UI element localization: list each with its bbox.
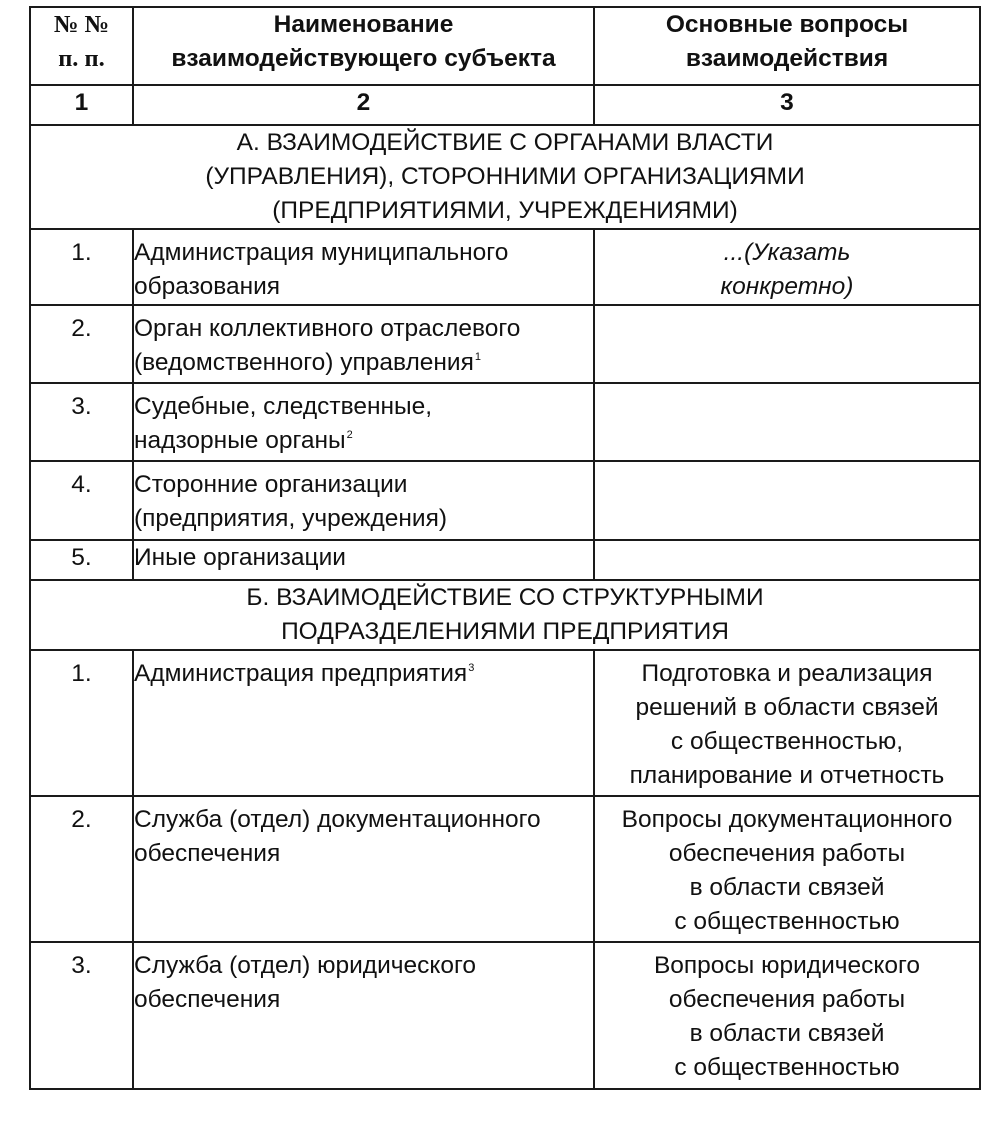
subject-name — [133, 461, 594, 540]
interaction-topics — [594, 796, 980, 942]
interaction-topics — [594, 229, 980, 305]
subject-name-line: обеспечения — [134, 840, 281, 867]
table-row — [30, 383, 980, 461]
topic-line: с общественностью — [674, 1054, 900, 1081]
section-title-line: Б. ВЗАИМОДЕЙСТВИЕ СО СТРУКТУРНЫМИ — [246, 584, 764, 611]
subject-name-line: Администрация муниципального — [134, 239, 509, 266]
subject-name — [133, 540, 594, 580]
subject-name-line — [134, 346, 593, 380]
table-row — [30, 942, 980, 1089]
topic-line: обеспечения работы — [668, 840, 906, 867]
subject-name-line — [134, 424, 593, 458]
header-col-topics-line: Основные вопросы — [665, 11, 909, 38]
row-number: 3. — [30, 942, 133, 1089]
subject-name — [133, 383, 594, 461]
header-col-topics — [594, 7, 980, 85]
interaction-topics — [594, 650, 980, 796]
topic-line: Вопросы юридического — [653, 952, 921, 979]
interaction-topics-empty — [594, 305, 980, 383]
row-number: 3. — [30, 383, 133, 461]
header-col-number-line: п. п. — [58, 45, 105, 72]
topic-line: Подготовка и реализация — [641, 660, 933, 687]
topic-line: обеспечения работы — [668, 986, 906, 1013]
table-row — [30, 305, 980, 383]
column-number: 3 — [594, 85, 980, 125]
header-col-topics-line: взаимодействия — [685, 45, 889, 72]
section-b-title — [30, 580, 980, 650]
column-number: 2 — [133, 85, 594, 125]
header-col-number — [30, 7, 133, 85]
topic-line: планирование и отчетность — [629, 762, 945, 789]
row-number: 2. — [30, 796, 133, 942]
subject-name — [133, 796, 594, 942]
header-col-name-line: взаимодействующего субъекта — [171, 45, 556, 72]
subject-name — [133, 305, 594, 383]
table-row — [30, 461, 980, 540]
interaction-topics-empty — [594, 461, 980, 540]
subject-name-text: Администрация предприятия — [134, 660, 468, 687]
section-a-title — [30, 125, 980, 229]
footnote-marker: 2 — [346, 429, 353, 441]
topic-line: конкретно) — [720, 273, 854, 300]
subject-name-line: (предприятия, учреждения) — [134, 505, 448, 532]
topic-line: с общественностью — [674, 908, 900, 935]
row-number: 4. — [30, 461, 133, 540]
section-a-heading-row — [30, 125, 980, 229]
row-number: 1. — [30, 650, 133, 796]
footnote-marker: 1 — [474, 351, 482, 363]
section-title-line: (ПРЕДПРИЯТИЯМИ, УЧРЕЖДЕНИЯМИ) — [272, 197, 738, 224]
subject-name-line: образования — [134, 273, 281, 300]
topic-line: в области связей — [689, 874, 885, 901]
table-row — [30, 650, 980, 796]
subject-name-line: Орган коллективного отраслевого — [134, 315, 521, 342]
subject-name-line — [134, 657, 593, 691]
subject-name-line: Служба (отдел) документационного — [134, 806, 541, 833]
table-row — [30, 540, 980, 580]
header-col-name-line: Наименование — [273, 11, 454, 38]
column-number: 1 — [30, 85, 133, 125]
interaction-topics — [594, 942, 980, 1089]
row-number: 2. — [30, 305, 133, 383]
header-col-name — [133, 7, 594, 85]
subject-name — [133, 650, 594, 796]
table-header-row — [30, 7, 980, 85]
topic-line: решений в области связей — [635, 694, 939, 721]
interaction-topics-empty — [594, 540, 980, 580]
interaction-table — [29, 6, 981, 1090]
subject-name — [133, 229, 594, 305]
subject-name-text: надзорные органы — [134, 427, 346, 454]
row-number: 5. — [30, 540, 133, 580]
table-row — [30, 229, 980, 305]
section-title-line: (УПРАВЛЕНИЯ), СТОРОННИМИ ОРГАНИЗАЦИЯМИ — [205, 163, 805, 190]
column-number-row — [30, 85, 980, 125]
section-title-line: А. ВЗАИМОДЕЙСТВИЕ С ОРГАНАМИ ВЛАСТИ — [236, 129, 774, 156]
row-number: 1. — [30, 229, 133, 305]
interaction-topics-empty — [594, 383, 980, 461]
subject-name-line: Судебные, следственные, — [134, 393, 433, 420]
topic-line: с общественностью, — [670, 728, 904, 755]
subject-name-line: Сторонние организации — [134, 471, 408, 498]
subject-name — [133, 942, 594, 1089]
topic-line: в области связей — [689, 1020, 885, 1047]
section-b-heading-row — [30, 580, 980, 650]
topic-line: ...(Указать — [723, 239, 851, 266]
section-title-line: ПОДРАЗДЕЛЕНИЯМИ ПРЕДПРИЯТИЯ — [281, 618, 729, 645]
topic-line: Вопросы документационного — [621, 806, 953, 833]
header-col-number-line: № № — [53, 11, 110, 38]
subject-name-line: обеспечения — [134, 986, 281, 1013]
subject-name-text: (ведомственного) управления — [134, 349, 474, 376]
subject-name-line: Иные организации — [134, 544, 346, 571]
table-row — [30, 796, 980, 942]
footnote-marker: 3 — [468, 662, 475, 674]
subject-name-line: Служба (отдел) юридического — [134, 952, 477, 979]
